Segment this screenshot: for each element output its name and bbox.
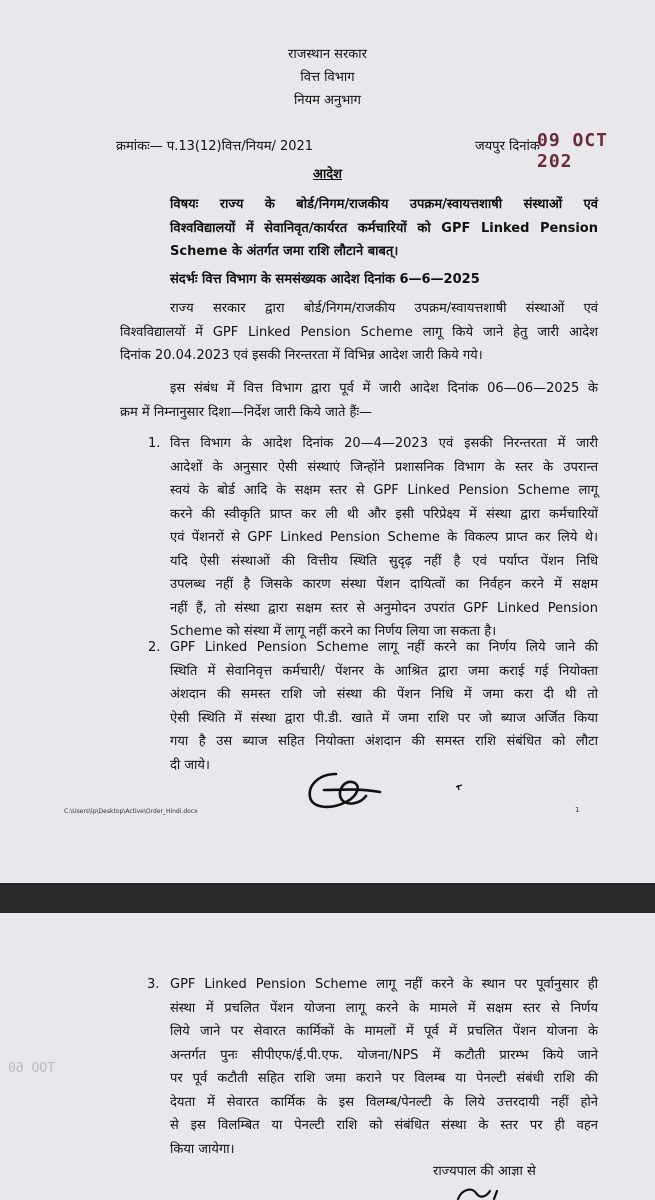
header-section: नियम अनुभाग bbox=[293, 93, 361, 108]
page-number: 1 bbox=[575, 806, 580, 814]
item-line: Scheme को संस्था में लागू नहीं करने का निर्णय लिया जा सकता है। bbox=[170, 624, 497, 639]
item-line: उपलब्ध नहीं है जिसके कारण संस्था पेंशन दायित्वों का निर्वहन करने में सक्षम bbox=[170, 577, 598, 592]
item-line: गया है उस ब्याज सहित नियोक्ता अंशदान की समस्त राशि संबंधित को लौटा bbox=[170, 734, 598, 749]
paragraph-line: राज्य सरकार द्वारा बोर्ड/निगम/राजकीय उपक्रम/स्वायत्तशाषी संस्थाओं एवं bbox=[170, 301, 598, 316]
signature bbox=[296, 760, 486, 820]
item-line: दी जाये। bbox=[170, 757, 210, 773]
item-line: नहीं हैं, तो संस्था द्वारा सक्षम स्तर से अनुमोदन उपरांत GPF Linked Pension bbox=[170, 600, 598, 616]
item-line: एवं पेंशनरों से GPF Linked Pension Scheme के विकल्प प्राप्त कर लिये थे। bbox=[170, 530, 598, 545]
item-line: आदेशों के अनुसार ऐसी संस्थाएं जिन्होंने प्रशासनिक विभाग के स्तर के उपरान्त bbox=[170, 459, 598, 475]
item-line: यदि ऐसी संस्थाओं की वित्तीय स्थिति सुदृढ़ नहीं है एवं पर्याप्त पेंशन निधि bbox=[170, 553, 598, 569]
date-stamp: 09 OCT 202 bbox=[537, 130, 609, 172]
item-line: लिये जाने पर सेवारत कार्मिकों के मामलों में पूर्व में प्रचलित पेंशन योजना के bbox=[170, 1024, 598, 1039]
paragraph-line: इस संबंध में वित्त विभाग द्वारा पूर्व में जारी आदेश दिनांक 06—06—2025 के bbox=[170, 381, 598, 396]
item-two bbox=[170, 636, 598, 777]
page-two bbox=[0, 913, 655, 1200]
subject-line: Scheme के अंतर्गत जमा राशि लौटाने बाबत्। bbox=[170, 244, 399, 259]
item-line: किया जायेगा। bbox=[170, 1141, 235, 1157]
paragraph-line: दिनांक 20.04.2023 एवं इसकी निरन्तरता में विभिन्न आदेश जारी किये गये। bbox=[120, 348, 483, 363]
item-line: अन्तर्गत पुनः सीपीएफ/ई.पी.एफ. योजना/NPS में कटौती प्रारम्भ किये जाने bbox=[170, 1047, 598, 1063]
item-line: स्थिति में सेवानिवृत्त कर्मचारी/ पेंशनर के आश्रित द्वारा जमा कराई गई नियोक्ता bbox=[170, 663, 598, 679]
item-line: वित्त विभाग के आदेश दिनांक 20—4—2023 एवं इसकी निरन्तरता में जारी bbox=[170, 436, 598, 451]
signature-partial bbox=[450, 1181, 530, 1200]
header-department: वित्त विभाग bbox=[300, 70, 355, 85]
order-title: आदेश bbox=[312, 167, 343, 182]
item-line: देयता में सेवारत कार्मिक के इस विलम्ब/पेनल्टी के लिये उत्तरदायी नहीं होने bbox=[170, 1094, 598, 1110]
closing-line: राज्यपाल की आज्ञा से bbox=[433, 1164, 536, 1179]
header-government: राजस्थान सरकार bbox=[288, 47, 367, 62]
item-line: संस्था में प्रचलित पेंशन योजना लागू करने के मामले में सक्षम स्तर से निर्णय bbox=[170, 1000, 598, 1016]
item-three bbox=[170, 973, 598, 1161]
item-line: करने की स्वीकृति प्राप्त कर ली थी और इसी परिप्रेक्ष्य में संस्था द्वारा कर्मचारियों bbox=[170, 506, 598, 522]
item-line: अंशदान की समस्त राशि जो संस्था की पेंशन निधि में जमा करा दी थी तो bbox=[170, 687, 598, 702]
order-number: क्रमांकः— प.13(12)वित्त/नियम/ 2021 bbox=[116, 139, 314, 154]
item-number: 2. bbox=[148, 640, 161, 655]
item-number: 1. bbox=[148, 436, 161, 451]
paragraph-directive bbox=[120, 377, 598, 424]
file-path: C:\Users\lp\Desktop\Active\Order_Hindi.docx bbox=[64, 808, 198, 815]
item-line: GPF Linked Pension Scheme लागू नहीं करने के स्थान पर पूर्वानुसार ही bbox=[170, 977, 598, 992]
item-one bbox=[170, 432, 598, 644]
reference-line: संदर्भः वित्त विभाग के समसंख्यक आदेश दिनांक 6—6—2025 bbox=[170, 272, 480, 287]
item-line: स्वयं के बोर्ड आदि के सक्षम स्तर से GPF Linked Pension Scheme लागू bbox=[170, 483, 598, 498]
page-separator bbox=[0, 883, 655, 913]
item-line: पर पूर्व कटौती सहित राशि जमा कराने पर विलम्ब या पेनल्टी संबंधी राशि की bbox=[170, 1071, 598, 1086]
item-line: GPF Linked Pension Scheme लागू नहीं करने का निर्णय लिये जाने की bbox=[170, 640, 598, 655]
subject-block bbox=[170, 193, 598, 264]
item-number: 3. bbox=[147, 977, 160, 992]
item-line: से इस विलम्बित या पेनल्टी राशि को संबंधित संस्था के स्तर पर ही वहन bbox=[170, 1118, 598, 1133]
paragraph-line: क्रम में निम्नानुसार दिशा—निर्देश जारी किये जाते हैंः— bbox=[120, 404, 373, 420]
item-line: ऐसी स्थिति में संस्था द्वारा पी.डी. खाते में जमा राशि पर जो ब्याज अर्जित किया bbox=[170, 710, 598, 726]
paragraph-intro bbox=[120, 297, 598, 368]
stamp-bleedthrough: TOO 60 bbox=[8, 1061, 55, 1076]
subject-line: विश्वविद्यालयों में सेवानिवृत/कार्यरत कर्मचारियों को GPF Linked Pension bbox=[170, 220, 598, 236]
paragraph-line: विश्वविद्यालयों में GPF Linked Pension Scheme लागू किये जाने हेतु जारी आदेश bbox=[120, 324, 598, 340]
subject-line: विषयः राज्य के बोर्ड/निगम/राजकीय उपक्रम/स्वायत्तशाषी संस्थाओं एवं bbox=[170, 197, 598, 212]
place-date-label: जयपुर दिनांक bbox=[475, 139, 540, 154]
